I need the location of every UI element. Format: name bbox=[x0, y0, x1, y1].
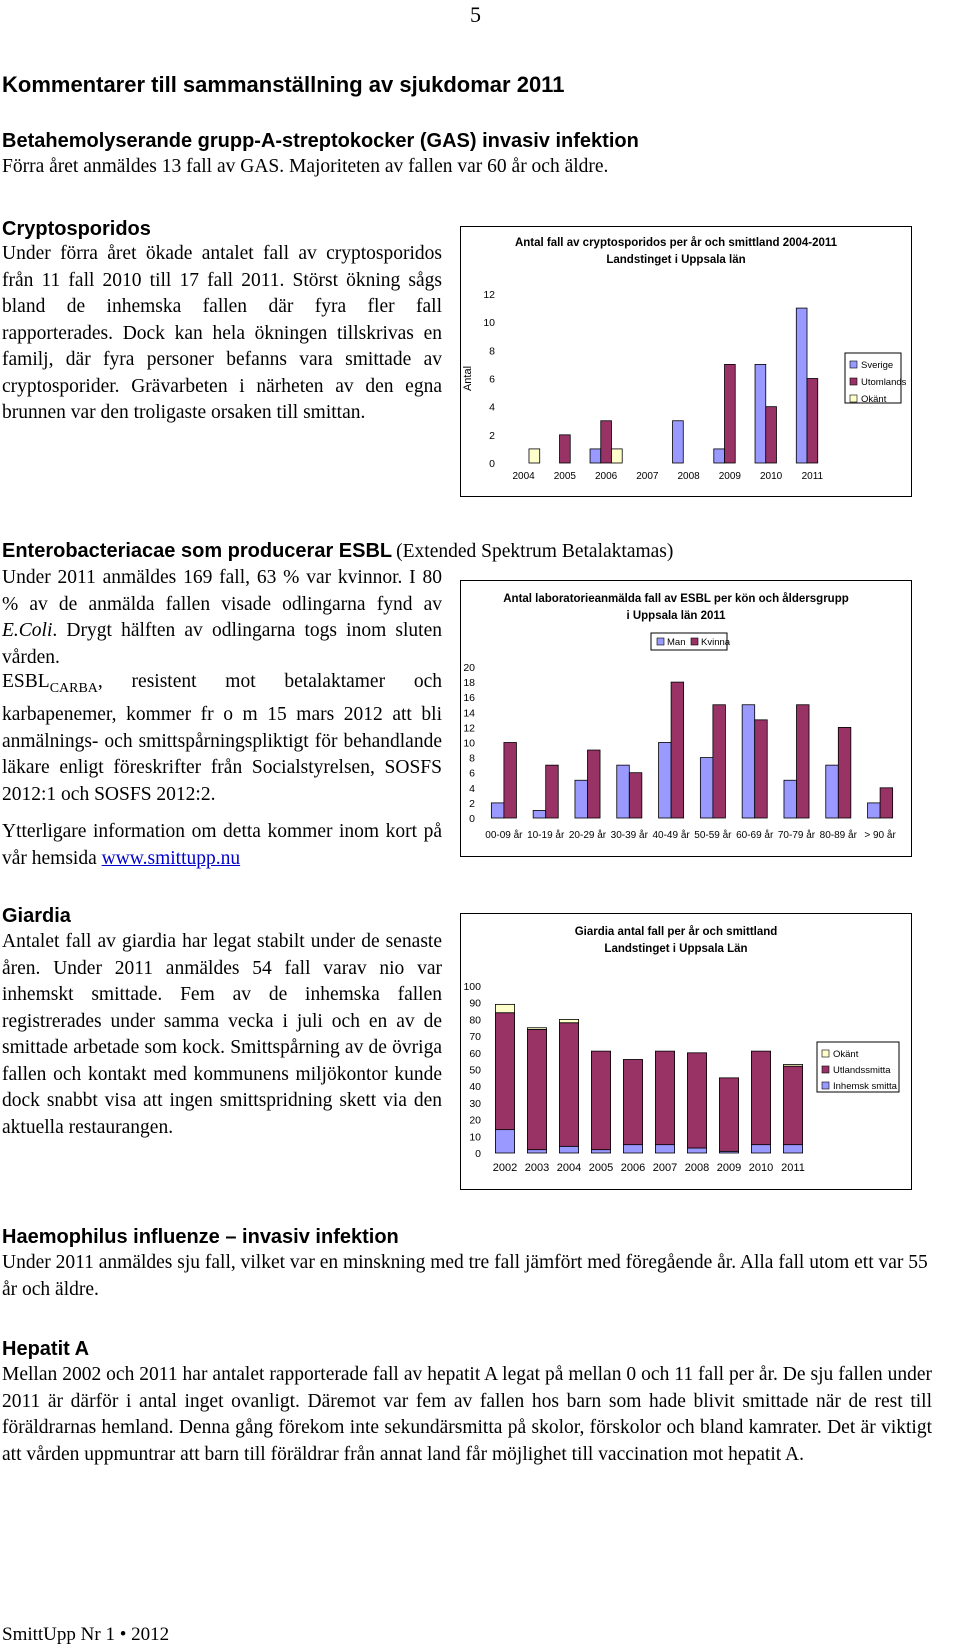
bar-utlandssmitta bbox=[559, 1023, 578, 1147]
hepatit-a-text: Mellan 2002 och 2011 har antalet rapporterade fall av hepatit A legat på mellan 0 och 11 fall per år. De sju fallen under 2011 är därför i antal inget ovanligt. Däremot var fem av fallen hos barn som hade blivit smittade när de rest till föräldrarnas hemland. Denna gång förekom inte sekundärsmitta på skolor, förskolor och bland kamrater. Det är viktigt att vården uppmuntrar att barn till föräldrar från annat land får möjlighet till vaccination mot hepatit A. bbox=[2, 1364, 932, 1465]
x-tick-label: 50-59 år bbox=[694, 830, 732, 841]
x-tick-label: 2002 bbox=[492, 1162, 518, 1174]
x-tick-label: 60-69 år bbox=[736, 830, 774, 841]
legend-swatch bbox=[822, 1050, 829, 1057]
esbl-heading-paren: (Extended Spektrum Betalaktamas) bbox=[396, 541, 674, 562]
legend-label: Okänt bbox=[861, 394, 887, 405]
legend-swatch bbox=[850, 395, 857, 402]
bar-man bbox=[491, 803, 504, 818]
y-tick-label: 50 bbox=[469, 1064, 481, 1077]
y-tick-label: 0 bbox=[489, 458, 495, 470]
x-tick-label: 2008 bbox=[684, 1162, 710, 1174]
x-tick-label: 2007 bbox=[636, 471, 659, 482]
x-tick-label: 2006 bbox=[595, 471, 618, 482]
y-tick-label: 14 bbox=[463, 707, 475, 720]
giardia-chart bbox=[460, 913, 912, 1190]
y-tick-label: 0 bbox=[475, 1148, 481, 1160]
giardia-heading: Giardia bbox=[2, 905, 71, 927]
y-tick-label: 2 bbox=[469, 797, 475, 810]
esbl-heading: Enterobacteriacae som producerar ESBL bbox=[2, 540, 393, 562]
bar-inhemsk-smitta bbox=[495, 1130, 514, 1153]
bar-inhemsk-smitta bbox=[783, 1145, 802, 1153]
bar-kvinna bbox=[504, 743, 517, 819]
chart-title: Giardia antal fall per år och smittland bbox=[574, 926, 778, 938]
x-tick-label: 2010 bbox=[748, 1162, 774, 1174]
bar-inhemsk-smitta bbox=[687, 1148, 706, 1153]
legend-swatch bbox=[850, 361, 857, 368]
footer: SmittUpp Nr 1 • 2012 bbox=[2, 1624, 170, 1645]
bar-inhemsk-smitta bbox=[623, 1145, 642, 1153]
bar-utlandssmitta bbox=[527, 1029, 546, 1149]
y-tick-label: 70 bbox=[469, 1031, 481, 1044]
bar-utomlands bbox=[560, 435, 571, 463]
bar-utlandssmitta bbox=[591, 1051, 610, 1150]
haemophilus-heading: Haemophilus influenze – invasiv infektion bbox=[2, 1226, 399, 1248]
bar-utlandssmitta bbox=[495, 1013, 514, 1130]
y-tick-label: 10 bbox=[469, 1131, 481, 1144]
bar-inhemsk-smitta bbox=[527, 1150, 546, 1153]
x-tick-label: 00-09 år bbox=[485, 830, 523, 841]
gas-heading: Betahemolyserande grupp-A-streptokocker (GAS) invasiv infektion bbox=[2, 130, 639, 152]
x-tick-label: 80-89 år bbox=[819, 830, 857, 841]
giardia-chart-svg bbox=[461, 914, 911, 1189]
y-tick-label: 60 bbox=[469, 1047, 481, 1060]
x-tick-label: 2011 bbox=[781, 1162, 805, 1174]
y-axis-label: Antal bbox=[462, 365, 474, 392]
bar-utomlands bbox=[601, 421, 612, 463]
x-tick-label: > 90 år bbox=[864, 830, 896, 841]
esbl-p2-rest: , resistent mot betalaktamer och karbapenemer, kommer fr o m 15 mars 2012 att bli anmälnings- och smittspårningspliktigt för behandlande läkare enligt föreskrifter från Socialstyrelsen, SOSFS 2012:1 och SOSFS 2012:2. bbox=[2, 671, 442, 805]
bar-ok-nt bbox=[529, 449, 540, 463]
y-tick-label: 2 bbox=[489, 429, 495, 442]
bar-sverige bbox=[590, 449, 601, 463]
y-tick-label: 6 bbox=[469, 767, 475, 780]
bar-kvinna bbox=[755, 720, 768, 818]
bar-utlandssmitta bbox=[751, 1051, 770, 1145]
esbl-p1-italic: E.Coli bbox=[2, 620, 53, 641]
bar-ok-nt bbox=[495, 1004, 514, 1012]
legend-label: Kvinna bbox=[701, 637, 731, 648]
bar-utlandssmitta bbox=[655, 1051, 674, 1145]
bar-man bbox=[533, 810, 546, 818]
x-tick-label: 2010 bbox=[760, 471, 783, 482]
bar-kvinna bbox=[546, 765, 559, 818]
gas-text: Förra året anmäldes 13 fall av GAS. Majoriteten av fallen var 60 år och äldre. bbox=[2, 156, 609, 177]
x-tick-label: 10-19 år bbox=[527, 830, 565, 841]
legend-label: Utlandssmitta bbox=[833, 1065, 891, 1076]
chart-subtitle: Landstinget i Uppsala Län bbox=[604, 943, 748, 955]
x-tick-label: 2004 bbox=[556, 1162, 582, 1174]
x-tick-label: 2004 bbox=[512, 471, 535, 482]
chart-subtitle: i Uppsala län 2011 bbox=[626, 610, 726, 622]
legend-label: Inhemsk smitta bbox=[833, 1081, 897, 1092]
bar-man bbox=[868, 803, 881, 818]
legend-swatch bbox=[657, 638, 664, 645]
bar-inhemsk-smitta bbox=[559, 1146, 578, 1153]
x-tick-label: 30-39 år bbox=[610, 830, 648, 841]
legend-label: Utomlands bbox=[861, 377, 907, 388]
x-tick-label: 2009 bbox=[716, 1162, 742, 1174]
y-tick-label: 12 bbox=[483, 289, 495, 301]
y-tick-label: 10 bbox=[483, 317, 495, 330]
crypto-chart bbox=[460, 226, 912, 497]
giardia-text: Antalet fall av giardia har legat stabilt under de senaste åren. Under 2011 anmäldes 54 fall varav nio var inhemskt smittade. Fem av de inhemska fallen registrerades under samma vecka i juli och en av de smittade arbetade som kock. Smittspårning av de övriga fallen och kontakt med kommunens miljökontor kunde dock snabbt visa att ingen smittspridning skett via den aktuella restaurangen. bbox=[2, 931, 442, 1138]
chart-title: Antal laboratorieanmälda fall av ESBL per kön och åldersgrupp bbox=[503, 593, 849, 605]
x-tick-label: 2003 bbox=[524, 1162, 550, 1174]
y-tick-label: 80 bbox=[469, 1014, 481, 1027]
esbl-p1-b: . Drygt hälften av odlingarna togs inom sluten vården. bbox=[2, 620, 442, 668]
bar-kvinna bbox=[671, 682, 684, 818]
y-tick-label: 6 bbox=[489, 373, 495, 386]
esbl-p2-sub: CARBA bbox=[49, 680, 98, 696]
haemophilus-text: Under 2011 anmäldes sju fall, vilket var en minskning med tre fall jämfört med föregående år. Alla fall utom ett var 55 år och äldre. bbox=[2, 1252, 928, 1300]
bar-kvinna bbox=[880, 788, 893, 818]
y-tick-label: 8 bbox=[489, 345, 495, 358]
legend-label: Sverige bbox=[861, 360, 894, 371]
bar-man bbox=[617, 765, 630, 818]
bar-man bbox=[659, 743, 672, 819]
bar-kvinna bbox=[588, 750, 601, 818]
esbl-paragraph-1 bbox=[2, 565, 442, 671]
legend-swatch bbox=[850, 378, 857, 385]
y-tick-label: 18 bbox=[463, 677, 475, 690]
crypto-text: Under förra året ökade antalet fall av cryptosporidos från 11 fall 2010 till 17 fall 2011. Störst ökning sågs bland de inhemska fallen där fyra fler fall rapporterades. Dock kan hela ökningen tillskrivas en familj, där fyra personer befanns vara smittade av cryptosporider. Grävarbeten i närheten av den egna brunnen var den troligaste orsaken till smittan. bbox=[2, 243, 442, 423]
x-tick-label: 20-29 år bbox=[568, 830, 607, 841]
esbl-p3: Ytterligare information om detta kommer inom kort på vår hemsida bbox=[2, 821, 442, 869]
legend-label: Man bbox=[667, 637, 686, 648]
bar-ok-nt bbox=[783, 1064, 802, 1066]
bar-ok-nt bbox=[527, 1028, 546, 1030]
bar-ok-nt bbox=[559, 1019, 578, 1022]
x-tick-label: 2008 bbox=[677, 471, 700, 482]
x-tick-label: 2006 bbox=[620, 1162, 646, 1174]
legend-swatch bbox=[691, 638, 698, 645]
y-tick-label: 90 bbox=[469, 997, 481, 1010]
bar-man bbox=[575, 780, 588, 818]
bar-ok-nt bbox=[611, 449, 622, 463]
bar-utomlands bbox=[725, 364, 736, 463]
bar-sverige bbox=[755, 364, 766, 463]
bar-inhemsk-smitta bbox=[751, 1145, 770, 1153]
x-tick-label: 40-49 år bbox=[652, 830, 690, 841]
x-tick-label: 2007 bbox=[652, 1162, 678, 1174]
y-tick-label: 12 bbox=[463, 722, 475, 735]
bar-kvinna bbox=[797, 705, 810, 818]
esbl-heading-row bbox=[2, 540, 673, 563]
bar-utlandssmitta bbox=[623, 1059, 642, 1144]
esbl-p1-a: Under 2011 anmäldes 169 fall, 63 % var kvinnor. I 80 % av de anmälda fallen visade odlingarna fynd av bbox=[2, 567, 442, 615]
main-heading: Kommentarer till sammanställning av sjukdomar 2011 bbox=[2, 72, 565, 97]
esbl-chart-svg bbox=[461, 581, 911, 856]
y-tick-label: 4 bbox=[469, 782, 475, 795]
y-tick-label: 100 bbox=[463, 981, 481, 993]
chart-subtitle: Landstinget i Uppsala län bbox=[606, 254, 746, 266]
bar-man bbox=[826, 765, 839, 818]
bar-man bbox=[784, 780, 797, 818]
esbl-paragraph-2 bbox=[2, 669, 442, 808]
bar-sverige bbox=[796, 308, 807, 463]
bar-inhemsk-smitta bbox=[591, 1150, 610, 1153]
bar-man bbox=[700, 758, 713, 818]
x-tick-label: 2005 bbox=[553, 471, 576, 482]
bar-utlandssmitta bbox=[719, 1078, 738, 1151]
chart-title: Antal fall av cryptosporidos per år och smittland 2004-2011 bbox=[514, 237, 838, 249]
bar-kvinna bbox=[629, 773, 642, 818]
crypto-chart-svg bbox=[461, 227, 911, 496]
y-tick-label: 20 bbox=[463, 662, 475, 674]
x-tick-label: 2011 bbox=[801, 471, 824, 482]
bar-kvinna bbox=[838, 727, 851, 818]
bar-utlandssmitta bbox=[783, 1066, 802, 1144]
crypto-heading: Cryptosporidos bbox=[2, 218, 151, 240]
esbl-chart bbox=[460, 580, 912, 857]
bar-utlandssmitta bbox=[687, 1053, 706, 1148]
bar-utomlands bbox=[807, 379, 818, 464]
y-tick-label: 8 bbox=[469, 752, 475, 765]
bar-man bbox=[742, 705, 755, 818]
bar-kvinna bbox=[713, 705, 726, 818]
y-tick-label: 16 bbox=[463, 692, 475, 705]
y-tick-label: 30 bbox=[469, 1097, 481, 1110]
y-tick-label: 10 bbox=[463, 737, 475, 750]
bar-sverige bbox=[673, 421, 684, 463]
bar-inhemsk-smitta bbox=[655, 1145, 674, 1153]
hepatit-a-heading: Hepatit A bbox=[2, 1338, 90, 1360]
x-tick-label: 2009 bbox=[718, 471, 741, 482]
y-tick-label: 0 bbox=[469, 813, 475, 825]
y-tick-label: 40 bbox=[469, 1081, 481, 1094]
legend-swatch bbox=[822, 1082, 829, 1089]
x-tick-label: 2005 bbox=[588, 1162, 614, 1174]
x-tick-label: 70-79 år bbox=[777, 830, 816, 841]
y-tick-label: 4 bbox=[489, 401, 495, 414]
page-number: 5 bbox=[470, 2, 481, 27]
bar-utomlands bbox=[766, 407, 777, 463]
y-tick-label: 20 bbox=[469, 1114, 481, 1127]
legend-swatch bbox=[822, 1066, 829, 1073]
esbl-p2-prefix: ESBL bbox=[2, 671, 50, 692]
bar-sverige bbox=[714, 449, 725, 463]
esbl-paragraph-3 bbox=[2, 819, 442, 872]
legend-label: Okänt bbox=[833, 1049, 859, 1060]
smittupp-link[interactable]: www.smittupp.nu bbox=[101, 847, 241, 869]
